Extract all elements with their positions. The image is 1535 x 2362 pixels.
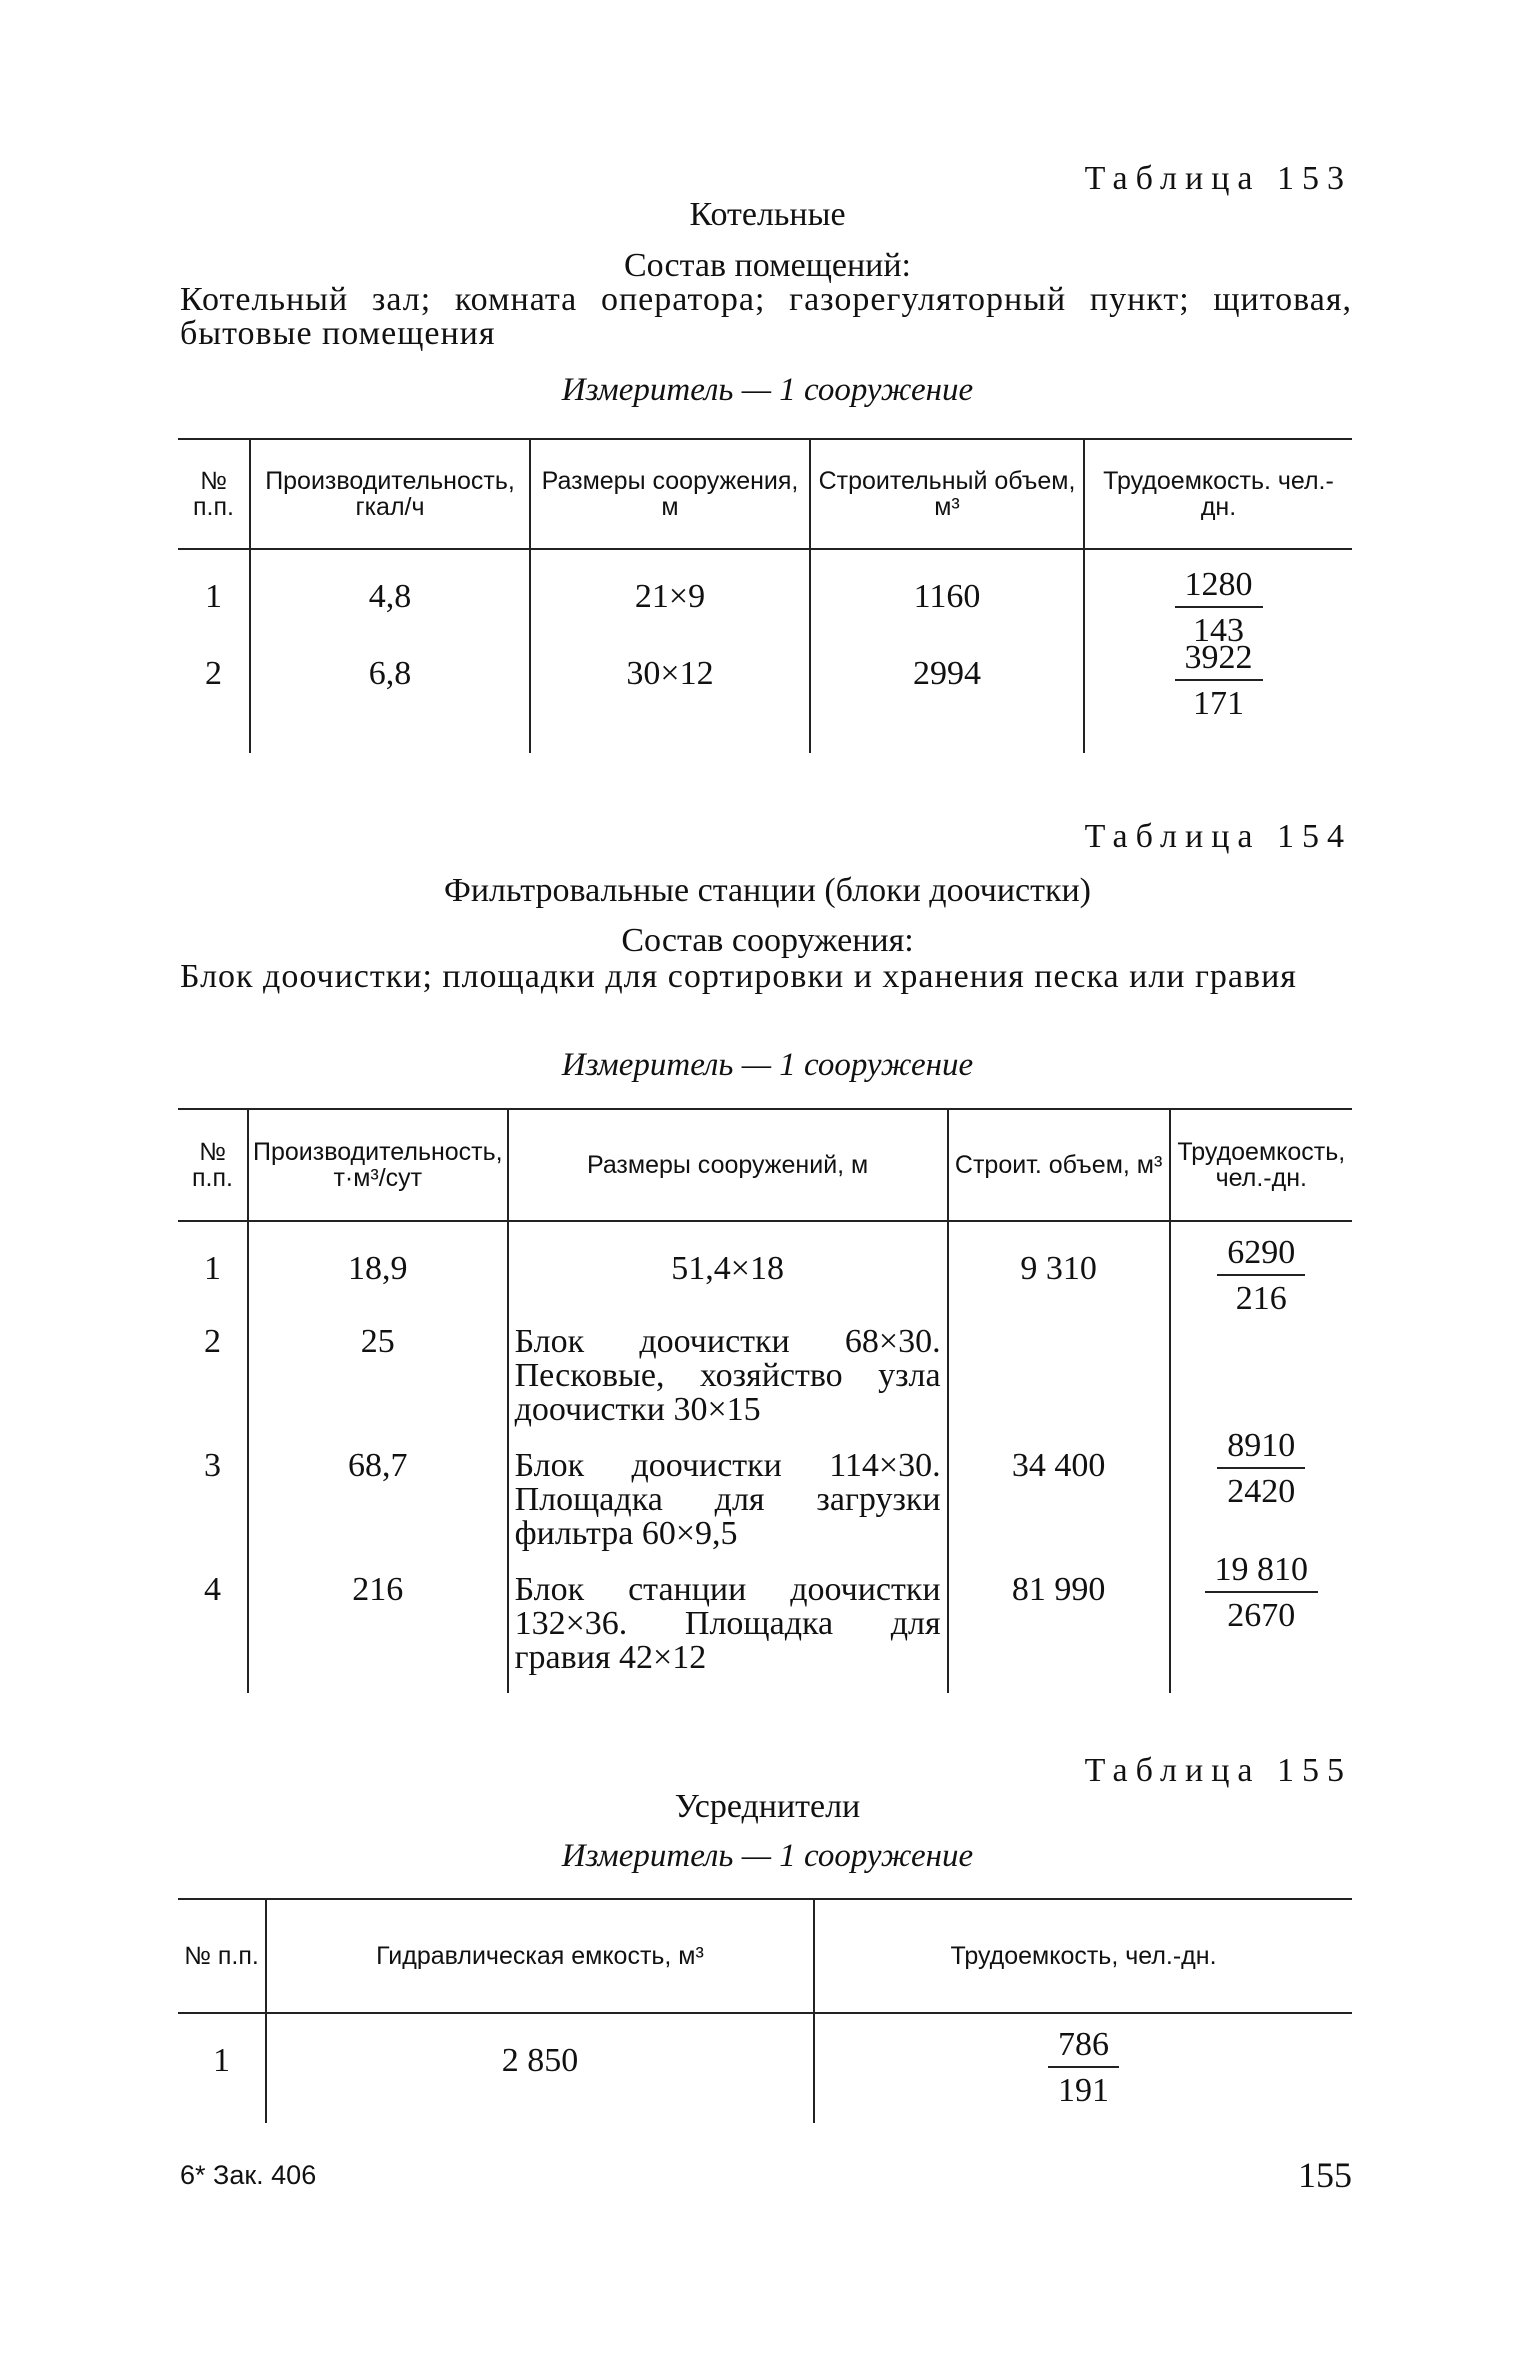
header-labor: Трудоемкость, чел.-дн. xyxy=(814,1899,1352,2013)
row-number: 3 xyxy=(204,1447,221,1484)
page-number: 155 xyxy=(1298,2155,1352,2195)
row-size: 21×9 xyxy=(530,549,810,657)
header-labor: Трудоемкость, чел.-дн. xyxy=(1170,1109,1352,1221)
row-volume: 81 990 xyxy=(948,1573,1170,1693)
row-size: Блок доочистки 68×30. Песковые, хозяйство узла доочистки 30×15 xyxy=(508,1325,948,1449)
row-size: Блок станции доочистки 132×36. Площадка для гравия 42×12 xyxy=(508,1573,948,1693)
table-row xyxy=(178,657,1352,753)
row-number: 2 xyxy=(205,655,222,692)
table-153 xyxy=(178,438,1352,753)
row-capacity: 25 xyxy=(248,1325,508,1449)
labor-denominator: 216 xyxy=(1235,1280,1287,1317)
row-size: Блок доочистки 114×30. Площадка для загрузки фильтра 60×9,5 xyxy=(508,1449,948,1573)
header-volume: Строительный объем, м³ xyxy=(810,439,1084,549)
row-capacity: 4,8 xyxy=(250,549,530,657)
row-labor xyxy=(1170,1221,1352,1325)
row-volume: 1160 xyxy=(810,549,1084,657)
row-number: 4 xyxy=(204,1571,221,1608)
table-155 xyxy=(178,1898,1352,2123)
row-number: 2 xyxy=(204,1323,221,1360)
row-number: 1 xyxy=(213,2042,230,2079)
labor-denominator: 191 xyxy=(1058,2072,1109,2109)
row-labor xyxy=(814,2013,1352,2123)
table-row xyxy=(178,1573,1352,1693)
table-row xyxy=(178,1449,1352,1573)
header-number: № п.п. xyxy=(178,439,250,549)
header-labor: Трудоемкость. чел.-дн. xyxy=(1084,439,1352,549)
row-labor xyxy=(1170,1551,1352,1693)
row-number: 1 xyxy=(204,1250,221,1287)
labor-numerator: 8910 xyxy=(1217,1429,1305,1469)
table-155-unit: Измеритель — 1 сооружение xyxy=(561,1838,974,1874)
row-size: 30×12 xyxy=(530,657,810,753)
table-154-unit: Измеритель — 1 сооружение xyxy=(561,1047,974,1083)
row-capacity: 6,8 xyxy=(250,657,530,753)
header-volume: Строит. объем, м³ xyxy=(948,1109,1170,1221)
header-capacity: Производительность, т·м³/сут xyxy=(248,1109,508,1221)
header-capacity: Производительность, гкал/ч xyxy=(250,439,530,549)
table-154-label: Таблица 154 xyxy=(1084,818,1352,855)
table-row xyxy=(178,1221,1352,1325)
table-154-composition-text: Блок доочистки; площадки для сортировки и хранения песка или гравия xyxy=(180,958,1297,995)
labor-denominator: 143 xyxy=(1193,612,1244,649)
row-volume: 34 400 xyxy=(948,1449,1170,1573)
labor-numerator: 6290 xyxy=(1217,1236,1305,1276)
table-155-title: Усреднители xyxy=(674,1788,861,1825)
table-row xyxy=(178,2013,1352,2123)
labor-denominator: 2670 xyxy=(1227,1597,1296,1634)
row-capacity: 18,9 xyxy=(248,1221,508,1325)
table-154 xyxy=(178,1108,1352,1693)
labor-numerator: 19 810 xyxy=(1205,1553,1319,1593)
table-154-composition-heading: Состав сооружения: xyxy=(621,922,914,959)
labor-numerator: 3922 xyxy=(1175,641,1263,681)
header-capacity: Гидравлическая емкость, м³ xyxy=(266,1899,814,2013)
table-153-composition-text: Котельный зал; комната оператора; газорегуляторный пункт; щитовая, бытовые помещения xyxy=(180,281,1352,352)
labor-denominator: 171 xyxy=(1193,685,1244,722)
table-155-label: Таблица 155 xyxy=(1084,1752,1352,1789)
row-volume xyxy=(948,1325,1170,1449)
row-volume: 9 310 xyxy=(948,1221,1170,1325)
labor-numerator: 1280 xyxy=(1175,568,1263,608)
table-153-composition-heading: Состав помещений: xyxy=(624,247,911,284)
header-size: Размеры сооружения, м xyxy=(530,439,810,549)
table-153-label: Таблица 153 xyxy=(1084,160,1352,197)
row-labor xyxy=(1084,639,1352,753)
table-154-title: Фильтровальные станции (блоки доочистки) xyxy=(444,872,1091,909)
header-number: № п.п. xyxy=(178,1899,266,2013)
header-size: Размеры сооружений, м xyxy=(508,1109,948,1221)
row-number: 1 xyxy=(205,578,222,615)
row-capacity: 216 xyxy=(248,1573,508,1693)
table-row xyxy=(178,1325,1352,1449)
row-capacity: 2 850 xyxy=(266,2013,814,2123)
row-size: 51,4×18 xyxy=(508,1221,948,1325)
table-153-unit: Измеритель — 1 сооружение xyxy=(561,372,974,408)
row-capacity: 68,7 xyxy=(248,1449,508,1573)
labor-numerator: 786 xyxy=(1048,2028,1119,2068)
header-number: № п.п. xyxy=(178,1109,248,1221)
table-153-title: Котельные xyxy=(689,196,846,233)
footer-order-number: 6* Зак. 406 xyxy=(180,2160,317,2190)
row-volume: 2994 xyxy=(810,657,1084,753)
labor-denominator: 2420 xyxy=(1227,1473,1296,1510)
